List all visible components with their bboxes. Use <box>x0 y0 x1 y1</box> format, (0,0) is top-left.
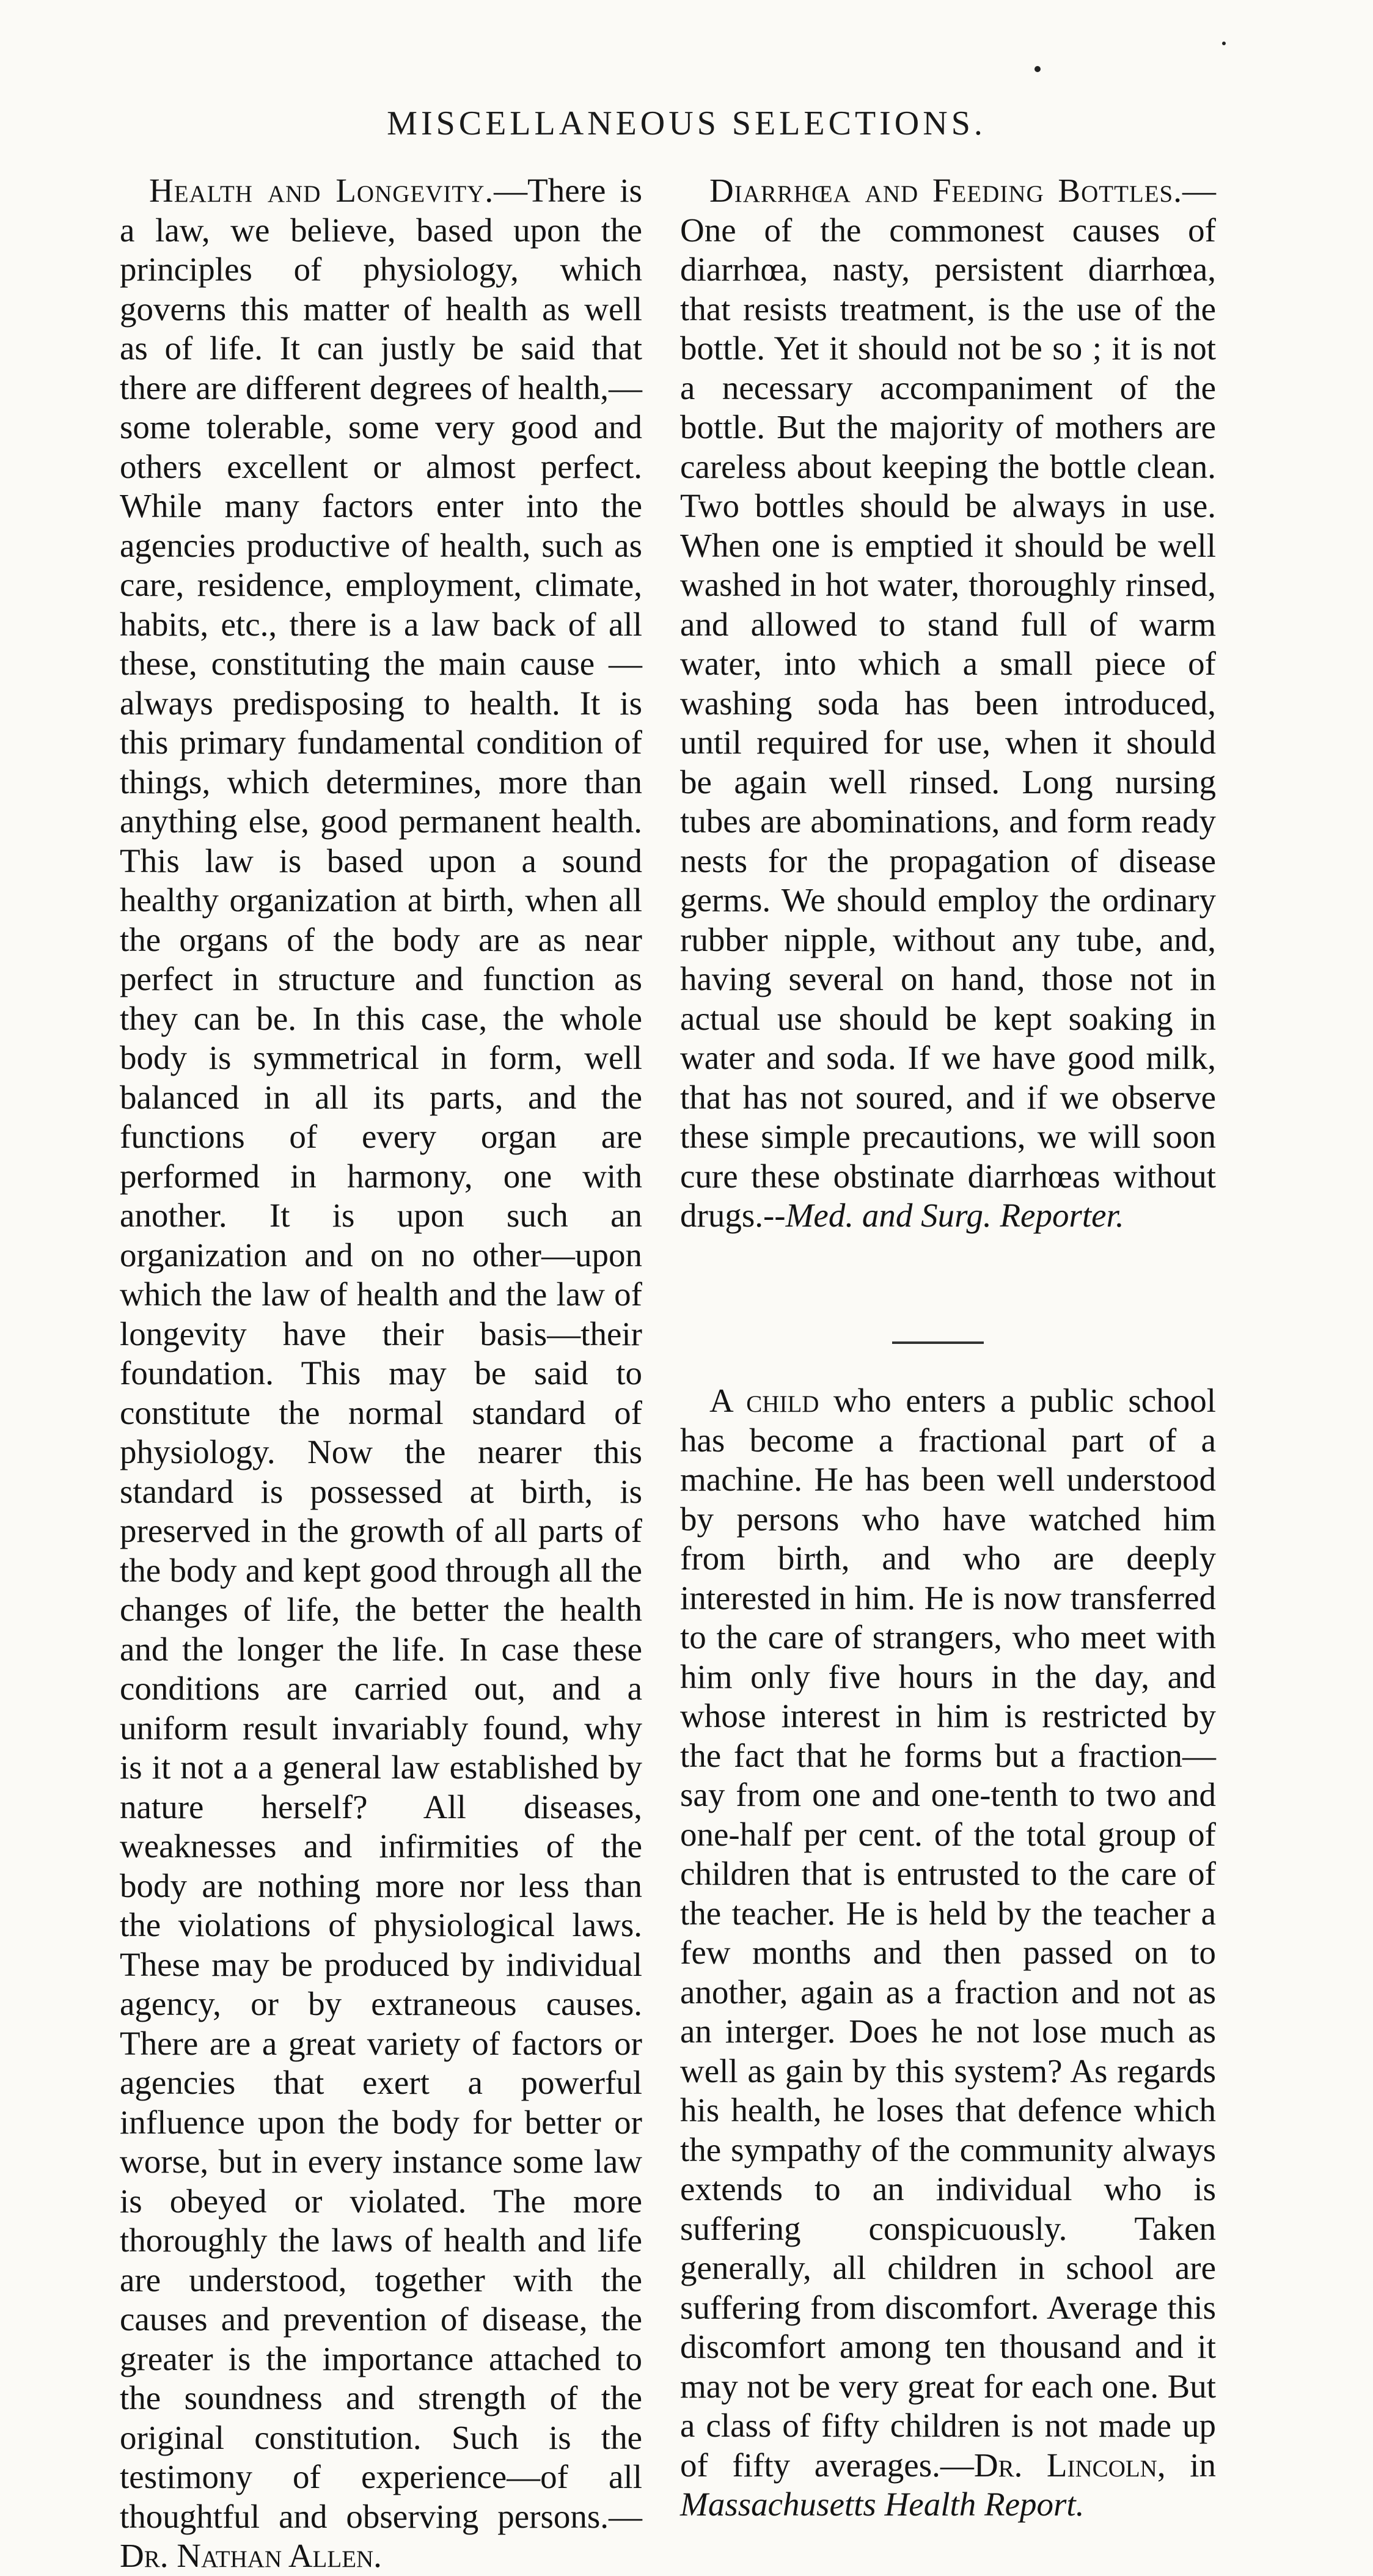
article-source: Med. and Surg. Reporter. <box>785 1197 1124 1234</box>
article-source-prefix: , in <box>1157 2446 1216 2484</box>
article-title: Health and Longevity. <box>149 172 494 209</box>
article-source: Massachusetts Health Report. <box>680 2486 1085 2523</box>
article-child-public-school <box>680 1381 1216 2525</box>
article-body: —One of the commonest causes of diarrhœa, nasty, persistent diarrhœa, that resists treatment, is the use of the bottle. Yet it should not be so ; it is not a necessary accompaniment of the bottle. But the majority of mothers are careless about keeping the bottle clean. Two bottles should be always in use. When one is emptied it should be well washed in hot water, thoroughly rinsed, and allowed to stand full of warm water, into which a small piece of washing soda has been introduced, until required for use, when it should be again well rinsed. Long nursing tubes are abominations, and form ready nests for the propagation of disease germs. We should employ the ordinary rubber nipple, without any tube, and, having several on hand, those not in actual use should be kept soaking in water and soda. If we have good milk, that has not soured, and if we observe these simple precautions, we will soon cure these obstinate diarrhœas without drugs.-- <box>680 172 1216 1234</box>
page-header: MISCELLANEOUS SELECTIONS. <box>387 105 986 142</box>
article-diarrhoea-feeding-bottles <box>680 171 1216 1236</box>
article-author: Dr. Nathan Allen. <box>120 2537 382 2574</box>
article-body: —There is a law, we believe, based upon the principles of physiology, which governs this matter of health as well as of life. It can justly be said that there are different degrees of health,—some tolerable, some very good and others excellent or almost perfect. While many factors enter into the agencies productive of health, such as care, residence, employment, climate, habits, etc., there is a law back of all these, constituting the main cause —always predisposing to health. It is this primary fundamental condition of things, which determines, more than anything else, good permanent health. This law is based upon a sound healthy organization at birth, when all the organs of the body are as near perfect in structure and function as they can be. In this case, the whole body is symmetrical in form, well balanced in all its parts, and the functions of every organ are performed in harmony, one with another. It is upon such an organization and on no other—upon which the law of health and the law of longevity have their basis—their foundation. This may be said to constitute the normal standard of physiology. Now the nearer this standard is possessed at birth, is preserved in the growth of all parts of the body and kept good through all the changes of life, the better the health and the longer the life. In case these conditions are carried out, and a uniform result invariably found, why is it not a a general law established by nature herself? All diseases, weaknesses and infirmities of the body are nothing more nor less than the violations of physiological laws. These may be produced by individual agency, or by extraneous causes. There are a great variety of factors or agencies that exert a powerful influence upon the body for better or worse, but in every instance some law is obeyed or violated. The more thoroughly the laws of health and life are understood, together with the causes and prevention of disease, the greater is the importance attached to the soundness and strength of the original constitution. Such is the testimony of experience—of all thoughtful and observing persons.— <box>120 172 643 2535</box>
left-column <box>120 171 642 2576</box>
right-column-bottom <box>680 1381 1216 2525</box>
article-title: Diarrhœa and Feeding Bottles. <box>709 172 1182 209</box>
article-body: who enters a public school has become a fractional part of a machine. He has been well understood by persons who have watched him from birth, and who are deeply interested in him. He is now transferred to the care of strangers, who meet with him only five hours in the day, and whose interest in him is restricted by the fact that he forms but a fraction—say from one and one-tenth to two and one-half per cent. of the total group of children that is entrusted to the care of the teacher. He is held by the teacher a few months and then passed on to another, again as a fraction and not as an interger. Does he not lose much as well as gain by this system? As regards his health, he loses that defence which the sympathy of the community always extends to an individual who is suffering conspicuously. Taken generally, all children in school are suffering from discomfort. Average this discomfort among ten thousand and it may not be very great for each one. But a class of fifty children is not made up of fifty averages.— <box>680 1382 1216 2484</box>
article-author: Dr. Lincoln <box>973 2446 1157 2484</box>
print-speck <box>1222 42 1226 45</box>
article-separator-rule <box>892 1341 984 1344</box>
article-lead: A child <box>709 1382 819 1419</box>
print-speck <box>1034 66 1041 72</box>
article-health-and-longevity <box>120 171 642 2576</box>
right-column-top <box>680 171 1216 1236</box>
